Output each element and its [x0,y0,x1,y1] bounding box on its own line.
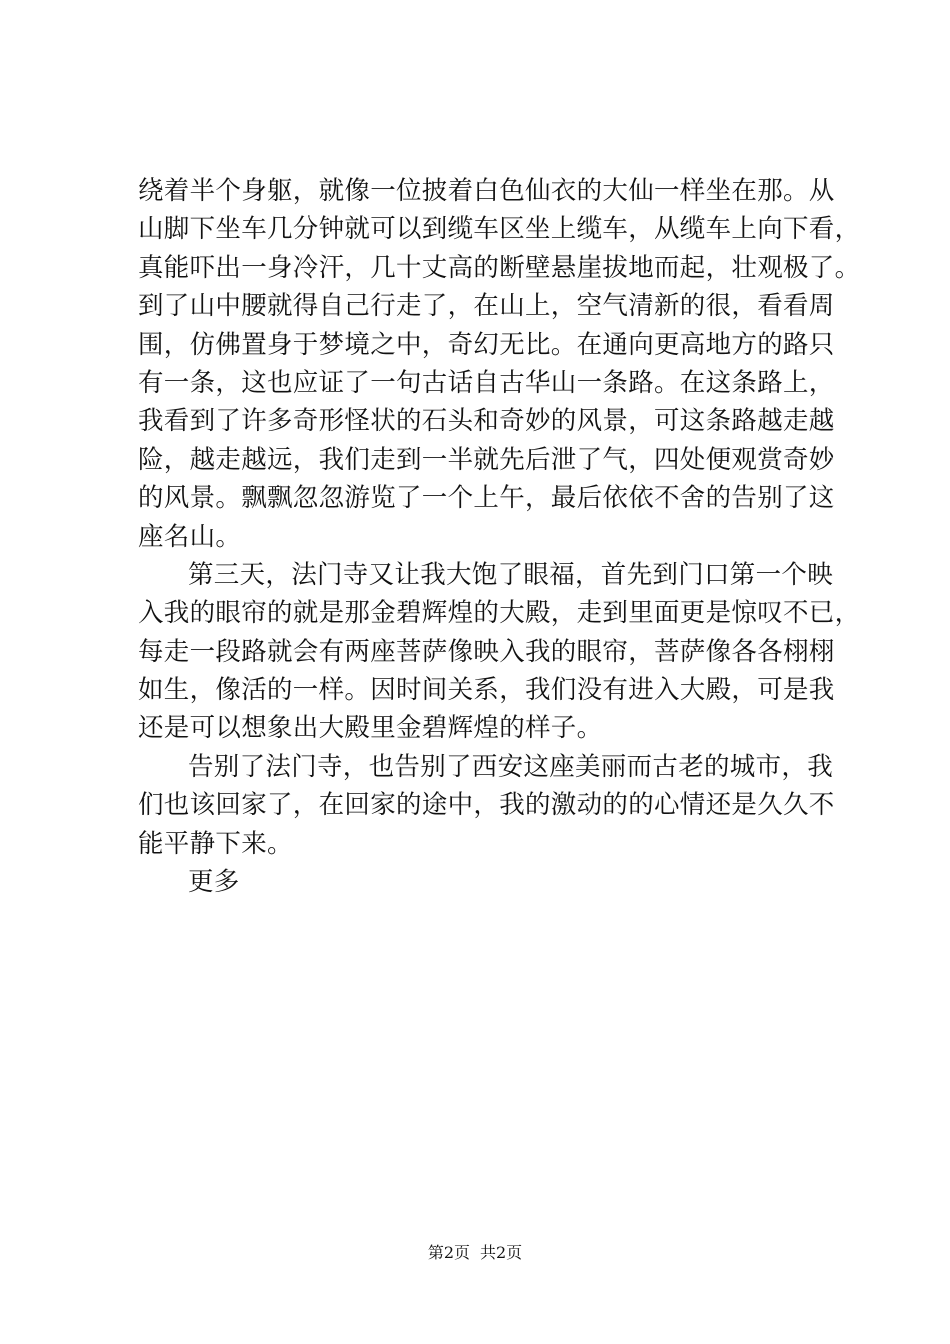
text-line: 围，仿佛置身于梦境之中，奇幻无比。在通向更高地方的路只 [138,329,835,360]
paragraph-start-line: 第三天，法门寺又让我大饱了眼福，首先到门口第一个映 [188,559,834,590]
text-line: 每走一段路就会有两座菩萨像映入我的眼帘，菩萨像各各栩栩 [138,636,835,667]
page-footer [0,1243,950,1263]
text-line: 的风景。飘飘忽忽游览了一个上午，最后依依不舍的告别了这 [138,483,835,514]
text-line: 绕着半个身躯，就像一位披着白色仙衣的大仙一样坐在那。从 [138,176,835,206]
text-line: 我看到了许多奇形怪状的石头和奇妙的风景，可这条路越走越 [138,406,835,437]
text-line: 山脚下坐车几分钟就可以到缆车区坐上缆车，从缆车上向下看， [138,214,861,245]
text-line: 险，越走越远，我们走到一半就先后泄了气，四处便观赏奇妙 [138,444,835,475]
page-total: 共2页 [480,1243,523,1262]
text-line: 还是可以想象出大殿里金碧辉煌的样子。 [138,713,603,744]
text-line: 能平静下来。 [138,828,293,859]
text-line: 座名山。 [138,521,242,552]
text-line: 们也该回家了，在回家的途中，我的激动的的心情还是久久不 [138,790,835,821]
document-body [138,172,861,901]
page-number: 第2页 [427,1243,470,1262]
text-line: 有一条，这也应证了一句古话自古华山一条路。在这条路上， [138,367,835,398]
more-label: 更多 [188,867,240,898]
text-line: 真能吓出一身冷汗，几十丈高的断壁悬崖拔地而起，壮观极了。 [138,252,861,283]
text-line: 入我的眼帘的就是那金碧辉煌的大殿，走到里面更是惊叹不已， [138,598,861,629]
text-line: 到了山中腰就得自己行走了，在山上，空气清新的很，看看周 [138,291,835,322]
paragraph-start-line: 告别了法门寺，也告别了西安这座美丽而古老的城市，我 [188,751,834,782]
text-line: 如生，像活的一样。因时间关系，我们没有进入大殿，可是我 [138,675,835,706]
